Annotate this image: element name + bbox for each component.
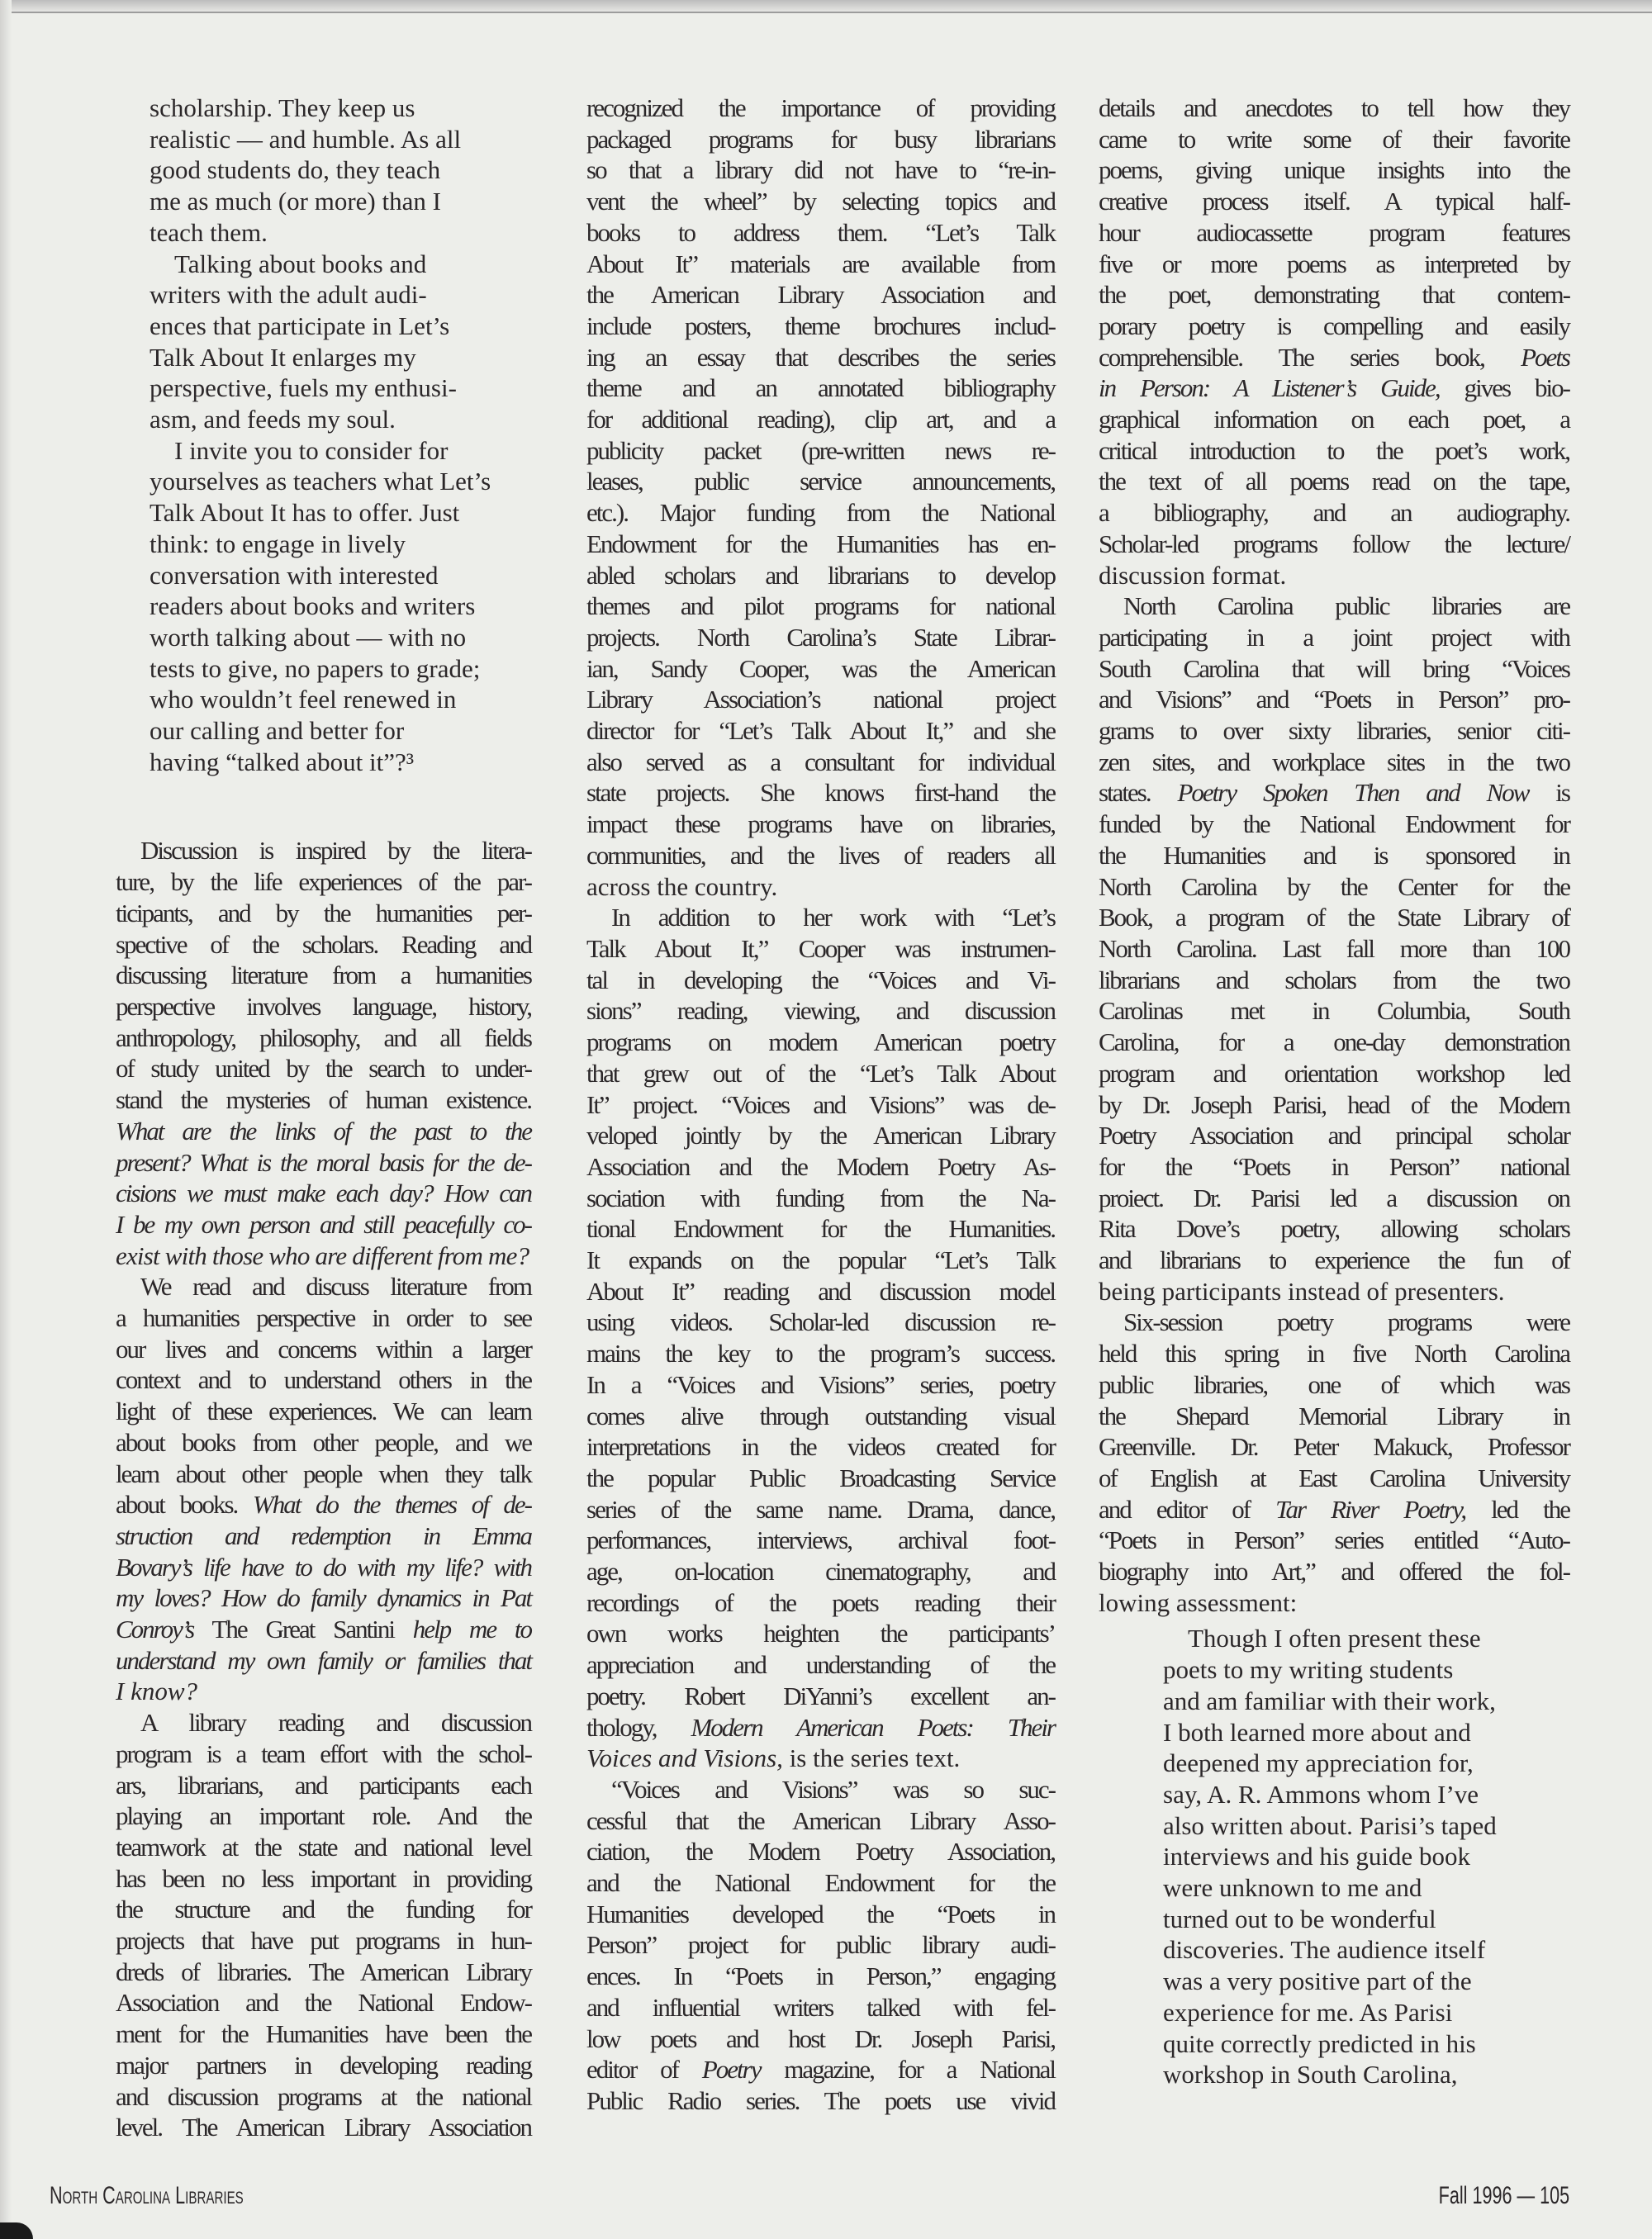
text-line: me as much (or more) than I — [150, 187, 441, 216]
italic-text: present? What is the moral basis for the de- — [116, 1147, 531, 1177]
block-quote — [116, 93, 531, 777]
text-line: director for “Let’s Talk About It,” and she — [586, 716, 1055, 746]
text-line: ences. In “Poets in Person,” engaging — [586, 1961, 1055, 1991]
text-line: books to address them. “Let’s Talk — [586, 217, 1055, 247]
italic-text: help me to — [412, 1615, 531, 1644]
text-line: graphical information on each poet, a — [1099, 405, 1569, 434]
text-line: cornmunities, and the lives of readers all — [586, 840, 1055, 870]
text-line: own works heighten the participants’ — [586, 1619, 1055, 1648]
text-line: quite correctly predicted in his — [1163, 2028, 1476, 2058]
text-line: also written about. Parisi’s taped — [1163, 1810, 1497, 1840]
text-line: Greenville. Dr. Peter Makuck, Professor — [1099, 1432, 1569, 1462]
text-line: say, A. R. Ammons whom I’ve — [1163, 1779, 1479, 1809]
text-line: learn about other people when they talk — [116, 1459, 531, 1488]
text-line: came to write some of their favorite — [1099, 124, 1569, 154]
text-line: spective of the scholars. Reading and — [116, 929, 531, 959]
italic-text: Conroy’s — [116, 1615, 194, 1644]
text-line: South Carolina that will bring “Voices — [1099, 653, 1569, 683]
publication-name: North Carolina Libraries — [50, 2182, 244, 2209]
text-segment: gives bio- — [1439, 373, 1569, 403]
text-line: level. The American Library Association — [116, 2113, 531, 2142]
scan-left-shadow — [0, 0, 12, 2239]
italic-text: Poetry — [701, 2055, 761, 2085]
text-line: projects that have put programs in hun- — [116, 1926, 531, 1956]
text-line: good students do, they teach — [150, 155, 441, 185]
text-line: perspective involves language, history, — [116, 991, 531, 1021]
text-line: being participants instead of presenters. — [1099, 1276, 1505, 1306]
paragraph — [1099, 1307, 1569, 1618]
text-line: who wouldn’t feel renewed in — [150, 685, 457, 714]
text-line: biography into Art,” and offered the fol- — [1099, 1557, 1569, 1587]
text-line: Association and the Modern Poetry As- — [586, 1151, 1055, 1181]
text-line: Six-session poetry programs were — [1123, 1307, 1569, 1337]
text-line: appreciation and understanding of the — [586, 1650, 1055, 1680]
text-line: discoveries. The audience itself — [1163, 1935, 1486, 1965]
text-line: the Humanities and is sponsored in — [1099, 840, 1569, 870]
text-line: that grew out of the “Let’s Talk About — [586, 1058, 1055, 1088]
paragraph — [1163, 1623, 1569, 2090]
scan-top-edge — [0, 0, 1652, 13]
text-line — [1099, 372, 1569, 404]
text-line: and am familiar with their work, — [1163, 1686, 1496, 1715]
text-line: funded by the National Endowment for — [1099, 809, 1569, 839]
text-line: impact these programs have on libraries, — [586, 809, 1055, 839]
text-line: tests to give, no papers to grade; — [150, 653, 481, 683]
block-quote — [1099, 1623, 1569, 2090]
text-line: has been no less important in providing — [116, 1863, 531, 1893]
text-line: deepened my appreciation for, — [1163, 1748, 1474, 1778]
text-segment: is the series text. — [782, 1743, 961, 1773]
text-line: Carolina, for a one-day demonstration — [1099, 1027, 1569, 1057]
text-line — [116, 1116, 531, 1147]
text-line — [116, 1676, 531, 1707]
text-line: Library Association’s national project — [586, 685, 1055, 714]
text-line: ian, Sandy Cooper, was the American — [586, 653, 1055, 683]
text-column-1 — [116, 93, 531, 2143]
text-line: the poet, demonstrating that contem- — [1099, 280, 1569, 310]
text-segment: comprehensible. The series book, — [1099, 342, 1521, 372]
text-line: and discussion programs at the national — [116, 2081, 531, 2111]
text-line: anthropology, philosophy, and all fields — [116, 1022, 531, 1052]
text-line: Person” project for public library audi- — [586, 1930, 1055, 1960]
text-line: Public Radio series. The poets use vivid — [586, 2086, 1055, 2115]
text-line: grams to over sixty libraries, senior citi- — [1099, 716, 1569, 746]
text-segment: magazine, for a National — [760, 2055, 1055, 2085]
italic-text: I be my own person and still peacefully co- — [116, 1209, 531, 1239]
text-line: worth talking about — with no — [150, 622, 467, 652]
text-line: five or more poems as interpreted by — [1099, 249, 1569, 278]
text-line: recordings of the poets reading their — [586, 1587, 1055, 1617]
paragraph — [586, 1774, 1055, 2117]
text-line: ences that participate in Let’s — [150, 311, 450, 340]
text-line: for additional reading), clip art, and a — [586, 405, 1055, 434]
text-line: realistic — and humble. As all — [150, 124, 462, 154]
text-line: librarians and scholars from the two — [1099, 965, 1569, 994]
text-line — [1099, 1494, 1569, 1525]
text-line: by Dr. Joseph Parisi, head of the Modern — [1099, 1089, 1569, 1119]
text-line: playing an important role. And the — [116, 1801, 531, 1831]
text-line: light of these experiences. We can learn — [116, 1397, 531, 1426]
text-line: Talk About It enlarges my — [150, 342, 416, 372]
text-line: interpretations in the videos created for — [586, 1432, 1055, 1462]
text-line: Talk About It has to offer. Just — [150, 498, 460, 528]
italic-text: What do the themes of de- — [252, 1490, 532, 1520]
text-line: perspective, fuels my enthusi- — [150, 373, 457, 403]
text-line: so that a library did not have to “re-in- — [586, 155, 1055, 185]
text-line: held this spring in five North Carolina — [1099, 1339, 1569, 1369]
text-line: poetry. Robert DiYanni’s excellent an- — [586, 1681, 1055, 1710]
text-line: Endowment for the Humanities has en- — [586, 529, 1055, 558]
text-line: teamwork at the state and national level — [116, 1832, 531, 1862]
text-line: was a very positive part of the — [1163, 1966, 1472, 1996]
text-line: include posters, theme brochures includ- — [586, 311, 1055, 340]
text-segment: The Great Santini — [193, 1615, 413, 1644]
text-line: major partners in developing reading — [116, 2050, 531, 2080]
italic-text: Poetry Spoken Then and Now — [1177, 778, 1529, 808]
text-line: state projects. She knows first-hand the — [586, 778, 1055, 808]
text-line: workshop in South Carolina, — [1163, 2060, 1458, 2090]
text-column-3 — [1099, 93, 1569, 2090]
text-line: ment for the Humanities have been the — [116, 2019, 531, 2049]
text-line: In addition to her work with “Let’s — [611, 903, 1055, 932]
text-line: ars, librarians, and participants each — [116, 1770, 531, 1800]
text-line: I invite you to consider for — [174, 435, 449, 465]
text-line: yourselves as teachers what Let’s — [150, 467, 491, 496]
text-line: packaged programs for busy librarians — [586, 124, 1055, 154]
text-line: mains the key to the program’s success. — [586, 1339, 1055, 1369]
text-line: the American Library Association and — [586, 280, 1055, 310]
text-line: ing an essay that describes the series — [586, 342, 1055, 372]
italic-text: Bovary’s life have to do with my life? with — [116, 1552, 531, 1582]
text-line: Talking about books and — [174, 249, 427, 278]
text-line: North Carolina public libraries are — [1123, 591, 1569, 621]
text-segment: states. — [1099, 778, 1178, 808]
text-line: a bibliography, and an audiography. — [1099, 498, 1569, 528]
text-line: participating in a joint project with — [1099, 622, 1569, 652]
text-line: having “talked about it”?³ — [150, 747, 415, 776]
italic-text: Voices and Visions, — [586, 1743, 783, 1773]
text-line: Rita Dove’s poetry, allowing scholars — [1099, 1214, 1569, 1244]
text-line — [116, 1209, 531, 1240]
text-line: projects. North Carolina’s State Librar- — [586, 622, 1055, 652]
text-line: “Voices and Visions” was so suc- — [611, 1774, 1055, 1804]
text-line — [116, 1520, 531, 1552]
text-line: I both learned more about and — [1163, 1717, 1471, 1747]
text-line: theme and an annotated bibliography — [586, 373, 1055, 403]
text-segment: thology, — [586, 1712, 691, 1742]
text-line: recognized the importance of providing — [586, 93, 1055, 122]
text-line: themes and pilot programs for national — [586, 591, 1055, 621]
text-line: porary poetry is compelling and easily — [1099, 311, 1569, 340]
text-line: About It” materials are available from — [586, 249, 1055, 278]
text-line: program and orientation workshop led — [1099, 1058, 1569, 1088]
text-line: details and anecdotes to tell how they — [1099, 93, 1569, 122]
text-line: tional Endowment for the Humanities. — [586, 1214, 1055, 1244]
text-line: Talk About It,” Cooper was instrumen- — [586, 933, 1055, 963]
text-line — [586, 2054, 1055, 2085]
text-line — [116, 1614, 531, 1645]
text-line: Book, a program of the State Library of — [1099, 903, 1569, 932]
text-line: and influential writers talked with fel- — [586, 1992, 1055, 2022]
paragraph — [116, 1271, 531, 1707]
text-line: vent the wheel” by selecting topics and — [586, 187, 1055, 216]
paragraph — [150, 249, 531, 435]
text-segment: and editor of — [1099, 1494, 1276, 1524]
text-line: It expands on the popular “Let’s Talk — [586, 1245, 1055, 1275]
italic-text: Poets — [1521, 342, 1569, 372]
text-segment: led the — [1465, 1494, 1570, 1524]
text-line: poems, giving unique insights into the — [1099, 155, 1569, 185]
text-line: discussion format. — [1099, 560, 1287, 590]
paragraph — [586, 93, 1055, 902]
text-line: discussing literature from a humanities — [116, 961, 531, 990]
text-column-2 — [586, 93, 1055, 2117]
text-line: the popular Public Broadcasting Service — [586, 1463, 1055, 1492]
text-line: A library reading and discussion — [140, 1708, 531, 1738]
text-line: using videos. Scholar-led discussion re- — [586, 1307, 1055, 1337]
text-line: stand the mysteries of human existence. — [116, 1085, 531, 1115]
text-line: of study united by the search to under- — [116, 1054, 531, 1084]
text-line: We read and discuss literature from — [140, 1272, 531, 1302]
text-line: context and to understand others in the — [116, 1365, 531, 1395]
text-line: for the “Poets in Person” national — [1099, 1151, 1569, 1181]
text-line: Though I often present these — [1188, 1624, 1481, 1653]
text-line: ticipants, and by the humanities per- — [116, 898, 531, 927]
italic-text: cisions we must make each day? How can — [116, 1179, 531, 1208]
text-line — [586, 1743, 1055, 1774]
text-line: think: to engage in lively — [150, 529, 406, 558]
text-line — [116, 1552, 531, 1583]
text-line: Carolinas met in Columbia, South — [1099, 996, 1569, 1026]
text-line: About It” reading and discussion model — [586, 1276, 1055, 1306]
text-line: creative process itself. A typical half- — [1099, 187, 1569, 216]
text-line: the text of all poems read on the tape, — [1099, 467, 1569, 496]
text-line: ciation, the Modern Poetry Association, — [586, 1837, 1055, 1867]
text-line: cessful that the American Library Asso- — [586, 1805, 1055, 1835]
text-line: Scholar-led programs follow the lecture/ — [1099, 529, 1569, 558]
text-line: dreds of libraries. The American Library — [116, 1957, 531, 1986]
section-gap — [116, 777, 531, 835]
text-line: In a “Voices and Visions” series, poetry — [586, 1369, 1055, 1399]
text-line: North Carolina by the Center for the — [1099, 871, 1569, 901]
text-line: experience for me. As Parisi — [1163, 1997, 1453, 2027]
text-line: and librarians to experience the fun of — [1099, 1245, 1569, 1275]
text-line: interviews and his guide book — [1163, 1842, 1470, 1871]
italic-text: struction and redemption in Emma — [116, 1520, 531, 1550]
text-line — [116, 1489, 531, 1520]
text-line: Discussion is inspired by the litera- — [140, 836, 531, 866]
text-line: perforrnances, interviews, archival foot- — [586, 1525, 1055, 1555]
text-line: public libraries, one of which was — [1099, 1369, 1569, 1399]
scan-corner — [0, 2222, 33, 2239]
italic-text: my loves? How do family dynamics in Pat — [116, 1583, 531, 1613]
text-segment: editor of — [586, 2055, 702, 2085]
text-segment: about books. — [116, 1490, 253, 1520]
text-line: conversation with interested — [150, 560, 439, 590]
text-line: Association and the National Endow- — [116, 1988, 531, 2018]
text-line: about books from other people, and we — [116, 1427, 531, 1457]
body-text — [116, 835, 531, 2143]
italic-text: Tar River Poetry, — [1275, 1494, 1466, 1524]
text-line — [116, 1645, 531, 1677]
text-line: low poets and host Dr. Joseph Parisi, — [586, 2023, 1055, 2053]
text-line: program is a team effort with the schol- — [116, 1739, 531, 1768]
text-line: etc.). Major funding from the National — [586, 498, 1055, 528]
text-line — [116, 1178, 531, 1209]
italic-text: exist with those who are different from me? — [116, 1240, 529, 1270]
text-line: critical introduction to the poet’s work, — [1099, 435, 1569, 465]
paragraph — [1099, 591, 1569, 1307]
text-line: publicity packet (pre-written news re- — [586, 435, 1055, 465]
text-line: tal in developing the “Voices and Vi- — [586, 965, 1055, 994]
text-line — [116, 1582, 531, 1614]
body-text — [586, 93, 1055, 2117]
text-line — [586, 1712, 1055, 1743]
text-line: age, on-location cinematography, and — [586, 1557, 1055, 1587]
text-line: It” project. “Voices and Visions” was de- — [586, 1089, 1055, 1119]
text-line: were unknown to me and — [1163, 1873, 1422, 1903]
text-line: the structure and the funding for — [116, 1895, 531, 1924]
text-line: veloped jointly by the American Library — [586, 1121, 1055, 1150]
text-line: our calling and better for — [150, 716, 405, 746]
text-line: ture, by the life experiences of the par- — [116, 867, 531, 897]
text-line — [116, 1147, 531, 1179]
italic-text: in Person: A Listener’s Guide, — [1099, 373, 1440, 403]
text-line: scholarship. They keep us — [150, 93, 415, 122]
paragraph — [586, 902, 1055, 1774]
text-line: asm, and feeds my soul. — [150, 405, 396, 434]
text-line: Poetry Association and principal scholar — [1099, 1121, 1569, 1150]
text-line: Humanities developed the “Poets in — [586, 1899, 1055, 1928]
text-line: and Visions” and “Poets in Person” pro- — [1099, 685, 1569, 714]
text-line — [116, 1240, 531, 1272]
paragraph — [116, 835, 531, 1271]
text-line: readers about books and writers — [150, 591, 476, 621]
text-line: turned out to be wonderful — [1163, 1904, 1436, 1933]
text-line: abled scholars and librarians to develop — [586, 560, 1055, 590]
text-line: hour audiocassette program features — [1099, 217, 1569, 247]
text-line: teach them. — [150, 217, 268, 247]
text-line: zen sites, and workplace sites in the two — [1099, 747, 1569, 776]
text-line: the Shepard Memorial Library in — [1099, 1401, 1569, 1430]
text-segment: is — [1528, 778, 1569, 808]
text-line: “Poets in Person” series entitled “Auto- — [1099, 1525, 1569, 1555]
italic-text: understand my own family or families that — [116, 1645, 531, 1675]
text-line: proiect. Dr. Parisi led a discussion on — [1099, 1183, 1569, 1212]
text-line: sociation with funding from the Na- — [586, 1183, 1055, 1212]
text-line: sions” reading, viewing, and discussion — [586, 996, 1055, 1026]
text-line: lowing assessment: — [1099, 1587, 1298, 1617]
text-line: also served as a consultant for individual — [586, 747, 1055, 776]
italic-text: What are the links of the past to the — [116, 1116, 531, 1146]
text-line: a humanities perspective in order to see — [116, 1303, 531, 1333]
text-line: programs on modern American poetry — [586, 1027, 1055, 1057]
text-line: across the country. — [586, 871, 778, 901]
body-text — [1099, 93, 1569, 1618]
text-line: comes alive through outstanding visual — [586, 1401, 1055, 1430]
paragraph — [1099, 93, 1569, 591]
italic-text: Modern American Poets: Their — [691, 1712, 1055, 1742]
text-line: writers with the adult audi- — [150, 280, 427, 310]
text-line: our lives and concerns within a larger — [116, 1334, 531, 1364]
paragraph — [150, 435, 531, 778]
text-line: series of the same name. Drama, dance, — [586, 1494, 1055, 1524]
text-line — [1099, 342, 1569, 373]
paragraph — [150, 93, 531, 249]
text-line: leases, public service announcements, — [586, 467, 1055, 496]
text-line: of English at East Carolina University — [1099, 1463, 1569, 1492]
text-line: North Carolina. Last fall more than 100 — [1099, 933, 1569, 963]
issue-and-page-number: Fall 1996 — 105 — [1438, 2182, 1569, 2209]
italic-text: I know? — [116, 1677, 198, 1706]
text-line: and the National Endowment for the — [586, 1868, 1055, 1898]
paragraph — [116, 1707, 531, 2143]
text-line — [1099, 777, 1569, 809]
text-line: poets to my writing students — [1163, 1655, 1454, 1685]
